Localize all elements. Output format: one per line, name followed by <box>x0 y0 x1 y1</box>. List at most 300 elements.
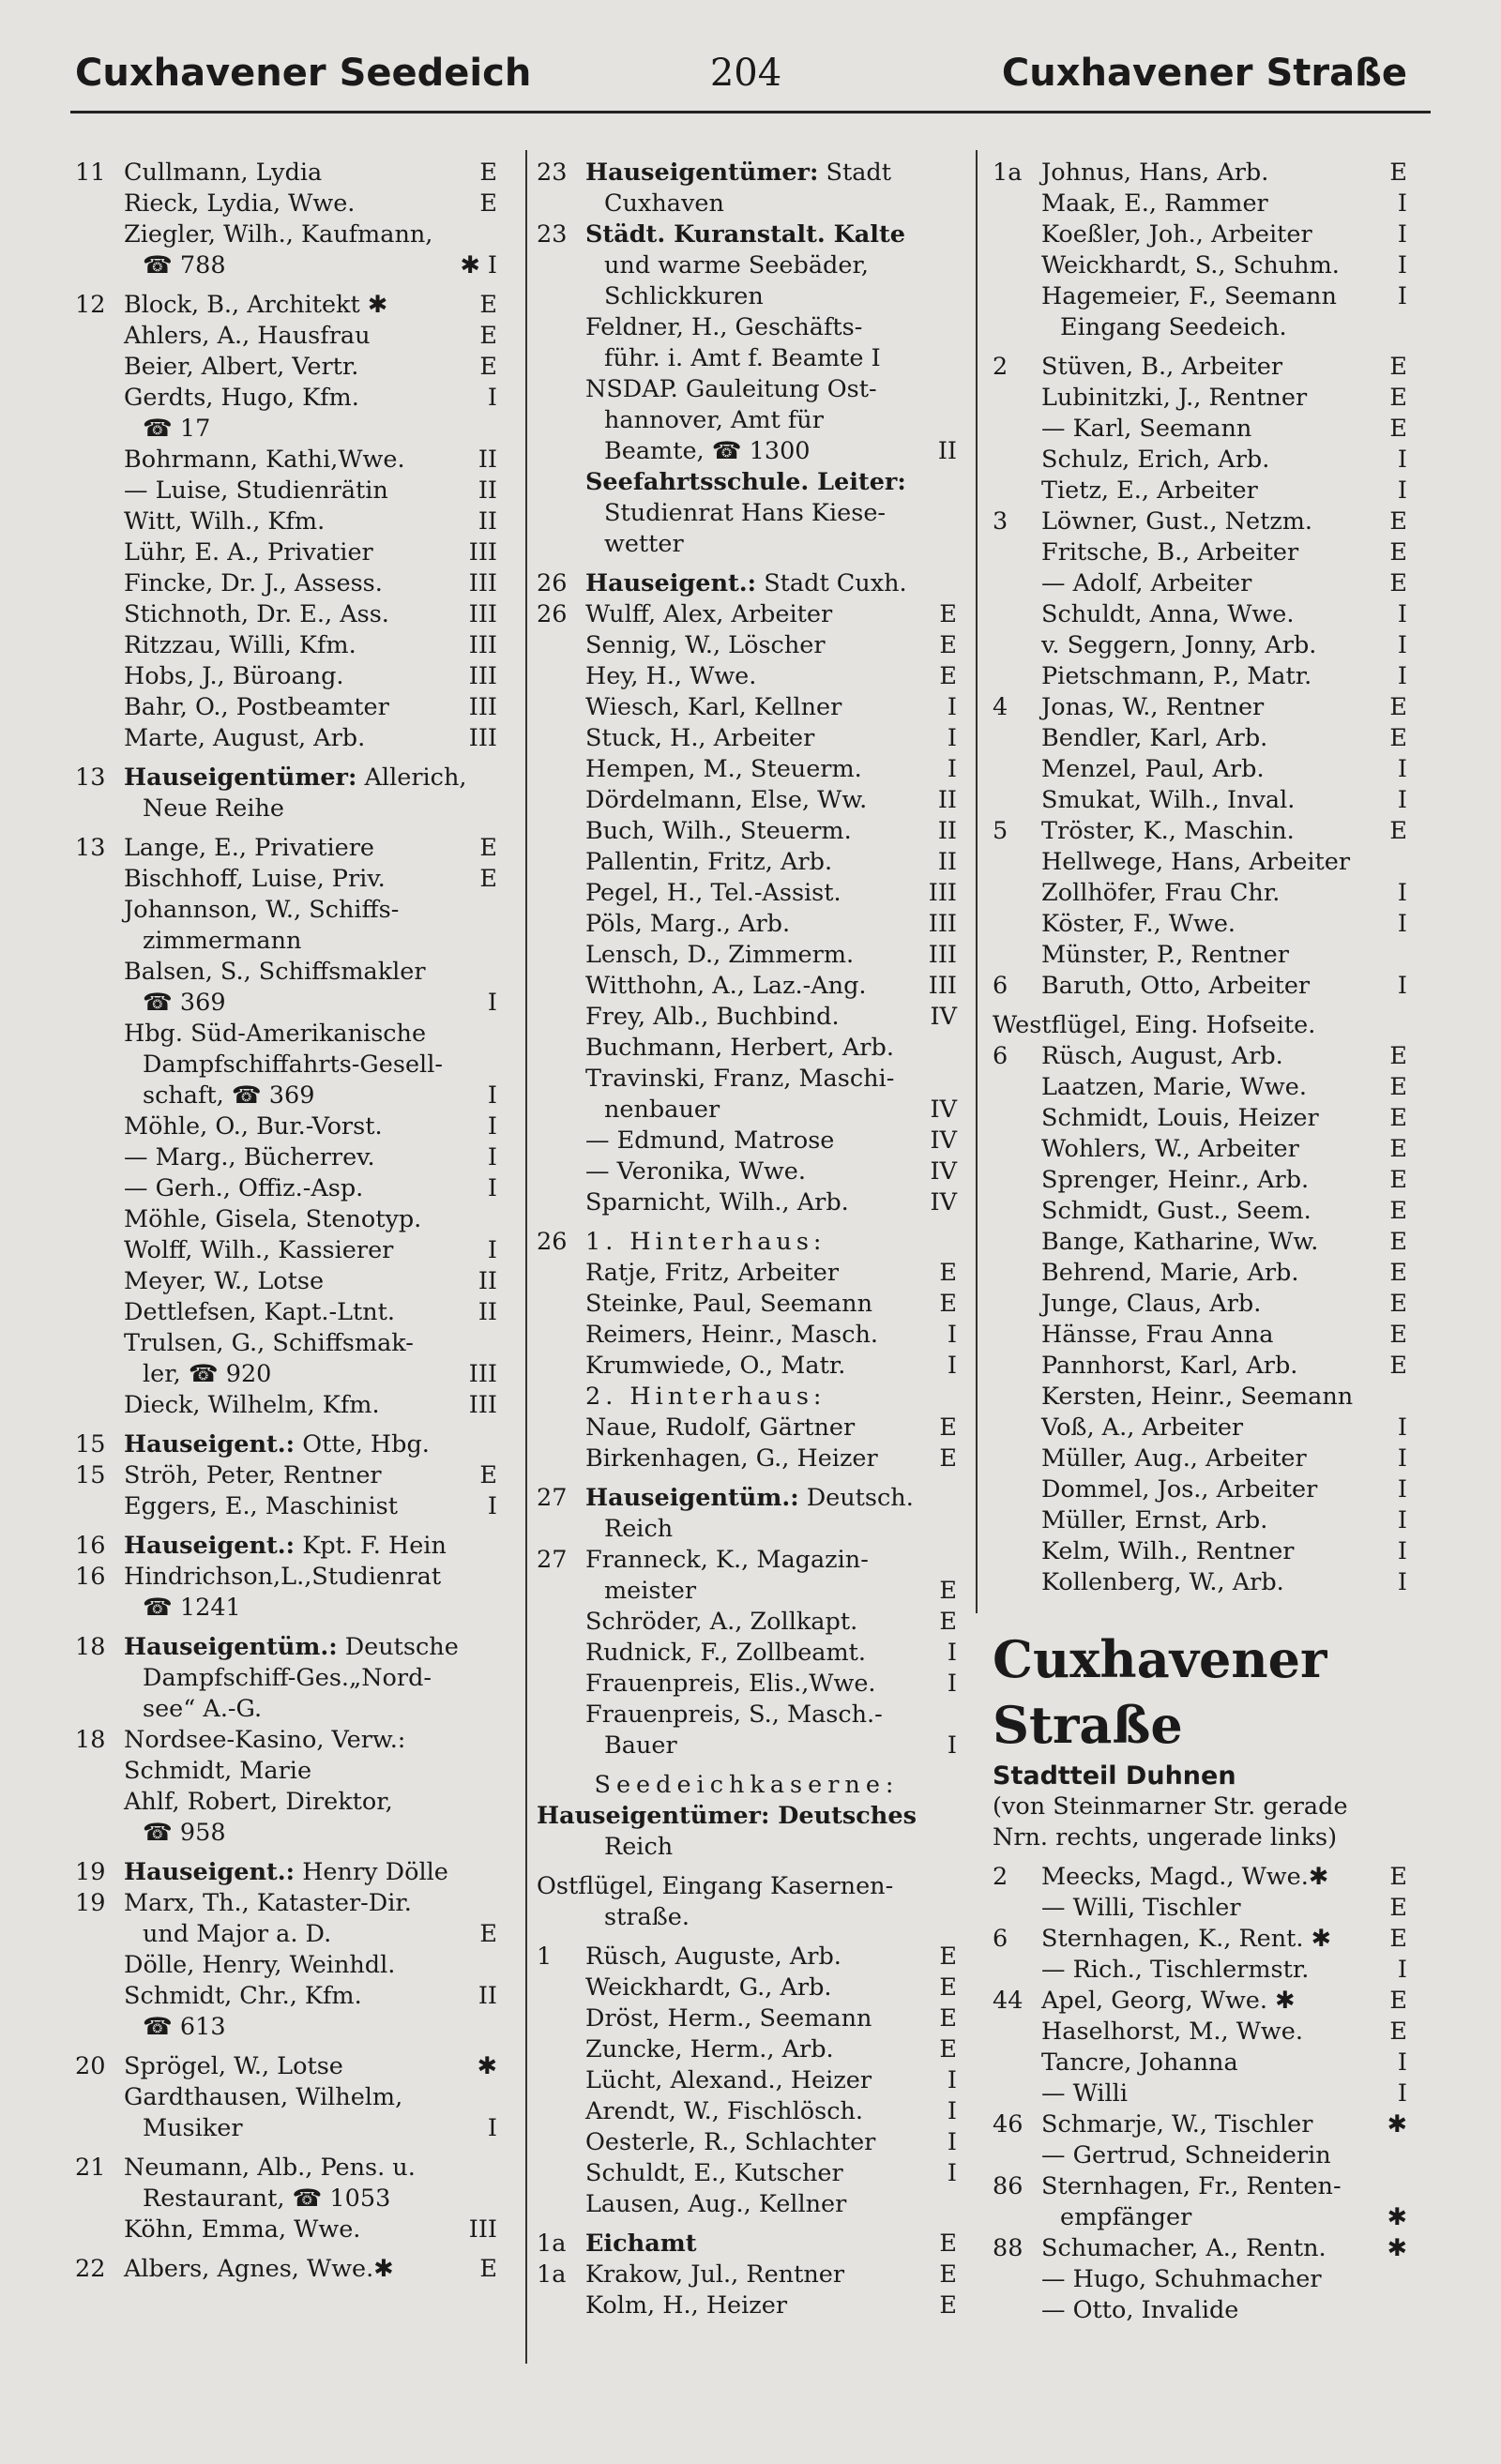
entry-text: Eggers, E., Maschinist <box>124 1492 398 1520</box>
resident-entry <box>75 445 497 476</box>
resident-entry <box>537 1033 957 1064</box>
house-entry <box>537 1942 957 1973</box>
resident-entry <box>993 1072 1407 1103</box>
entry-text: Hauseigentüm.: Deutsch. <box>585 1484 914 1512</box>
header-rule <box>70 111 1431 113</box>
floor-marker: I <box>487 1143 497 1172</box>
floor-marker: I <box>487 384 497 412</box>
resident-entry <box>75 1204 497 1235</box>
resident-entry <box>993 1567 1407 1598</box>
spacer <box>75 1421 497 1429</box>
section-note: Ostflügel, Eingang Kasernen- <box>537 1872 894 1900</box>
entry-text: ☎ 788 <box>143 251 226 280</box>
entry-text: Köhn, Emma, Wwe. <box>124 2215 361 2244</box>
resident-entry <box>537 1095 957 1126</box>
floor-marker: I <box>1397 1568 1407 1596</box>
floor-marker: III <box>928 941 957 969</box>
resident-entry <box>993 219 1407 250</box>
entry-text: Fincke, Dr. J., Assess. <box>124 569 383 597</box>
entry-text: Städt. Kuranstalt. Kalte <box>585 220 905 249</box>
entry-text: Schröder, A., Zollkapt. <box>585 1608 858 1636</box>
resident-entry <box>537 1514 957 1545</box>
house-number: 20 <box>75 2052 106 2080</box>
entry-text: 1. Hinterhaus: <box>585 1228 826 1256</box>
entry-text: — Marg., Bücherrev. <box>124 1143 375 1172</box>
floor-marker: III <box>928 910 957 938</box>
floor-marker: I <box>1397 1506 1407 1534</box>
house-number: 5 <box>993 817 1008 845</box>
resident-entry <box>75 630 497 661</box>
resident-entry <box>75 864 497 895</box>
floor-marker: I <box>947 1352 957 1380</box>
floor-marker: E <box>1389 1166 1407 1194</box>
entry-text: Krumwiede, O., Matr. <box>585 1352 846 1380</box>
resident-entry <box>75 2113 497 2144</box>
spacer <box>993 1607 1407 1615</box>
resident-entry <box>993 2017 1407 2048</box>
resident-entry <box>75 895 497 926</box>
house-entry <box>75 1429 497 1460</box>
entry-text: Smukat, Wilh., Inval. <box>1041 786 1296 814</box>
floor-marker: I <box>947 1670 957 1698</box>
floor-marker: I <box>487 1081 497 1110</box>
floor-marker: E <box>1389 1073 1407 1101</box>
floor-marker: E <box>1389 1352 1407 1380</box>
spacer <box>537 1761 957 1770</box>
resident-entry <box>537 343 957 374</box>
house-entry <box>993 1862 1407 1893</box>
resident-entry <box>537 281 957 312</box>
floor-marker: III <box>468 2215 497 2244</box>
floor-marker: ✱ <box>477 2052 497 2080</box>
house-number: 13 <box>75 763 106 792</box>
floor-marker: I <box>1397 282 1407 310</box>
floor-marker: E <box>1389 384 1407 412</box>
floor-marker: I <box>947 724 957 752</box>
house-entry <box>75 1460 497 1491</box>
entry-text: Rudnick, F., Zollbeamt. <box>585 1639 867 1667</box>
entry-text: Buchmann, Herbert, Arb. <box>585 1034 894 1062</box>
entry-text: Arendt, W., Fischlösch. <box>585 2097 864 2125</box>
floor-marker: E <box>479 189 497 218</box>
resident-entry <box>75 1142 497 1173</box>
entry-text: Tietz, E., Arbeiter <box>1041 476 1258 505</box>
house-number: 15 <box>75 1430 106 1459</box>
entry-text: Dampfschiff-Ges.„Nord- <box>143 1664 432 1692</box>
entry-text: — Willi <box>1041 2079 1128 2108</box>
house-number: 86 <box>993 2172 1023 2200</box>
resident-entry <box>75 1663 497 1694</box>
spacer <box>537 1218 957 1227</box>
floor-marker: E <box>1389 1321 1407 1349</box>
resident-entry <box>993 1382 1407 1413</box>
house-entry <box>993 506 1407 537</box>
entry-text: Köster, F., Wwe. <box>1041 910 1236 938</box>
entry-text: Frey, Alb., Buchbind. <box>585 1003 840 1031</box>
resident-entry <box>537 630 957 661</box>
entry-text: Franneck, K., Magazin- <box>585 1546 869 1574</box>
entry-text: Bahr, O., Postbeamter <box>124 693 389 721</box>
spacer <box>75 2043 497 2051</box>
resident-entry <box>75 250 497 281</box>
resident-entry <box>75 1173 497 1204</box>
resident-entry <box>75 1787 497 1818</box>
floor-marker: I <box>947 1321 957 1349</box>
floor-marker: II <box>937 437 957 465</box>
house-number: 19 <box>75 1858 106 1886</box>
entry-text: Johannson, W., Schiffs- <box>124 896 400 924</box>
entry-text: Sparnicht, Wilh., Arb. <box>585 1188 849 1217</box>
resident-entry <box>993 909 1407 940</box>
entry-text: Müller, Aug., Arbeiter <box>1041 1444 1307 1473</box>
floor-marker: II <box>478 1982 497 2010</box>
spacer <box>75 754 497 763</box>
running-head-right: Cuxhavener Straße <box>1001 52 1407 95</box>
floor-marker: E <box>479 834 497 862</box>
house-number: 12 <box>75 291 106 319</box>
entry-text: Hänsse, Frau Anna <box>1041 1321 1274 1349</box>
entry-text: Möhle, O., Bur.-Vorst. <box>124 1112 383 1141</box>
floor-marker: II <box>478 1267 497 1295</box>
resident-entry <box>75 957 497 988</box>
resident-entry <box>75 1081 497 1111</box>
resident-entry <box>75 2012 497 2043</box>
house-number: 16 <box>75 1563 106 1591</box>
entry-text: Rüsch, August, Arb. <box>1041 1042 1283 1070</box>
entry-text: Feldner, H., Geschäfts- <box>585 313 863 341</box>
entry-text: Marx, Th., Kataster-Dir. <box>124 1889 412 1917</box>
entry-text: Pietschmann, P., Matr. <box>1041 662 1312 690</box>
resident-entry <box>537 692 957 723</box>
floor-marker: E <box>939 2035 957 2063</box>
entry-text: Bendler, Karl, Arb. <box>1041 724 1268 752</box>
house-number: 16 <box>75 1532 106 1560</box>
floor-marker: III <box>468 569 497 597</box>
entry-text: Wolff, Wilh., Kassierer <box>124 1236 394 1264</box>
floor-marker: I <box>1397 972 1407 1000</box>
floor-marker: III <box>468 693 497 721</box>
resident-entry <box>537 1669 957 1700</box>
resident-entry <box>75 476 497 506</box>
section-note: Nrn. rechts, ungerade links) <box>993 1823 1338 1852</box>
entry-text: Frauenpreis, Elis.,Wwe. <box>585 1670 876 1698</box>
spacer <box>75 2245 497 2254</box>
entry-text: Ströh, Peter, Rentner <box>124 1461 382 1489</box>
house-entry <box>75 833 497 864</box>
resident-entry <box>537 940 957 971</box>
entry-text: Studienrat Hans Kiese- <box>604 499 887 527</box>
floor-marker: III <box>468 662 497 690</box>
entry-text: Schumacher, A., Rentn. <box>1041 2234 1327 2262</box>
floor-marker: I <box>1397 2079 1407 2108</box>
resident-entry <box>993 1955 1407 1986</box>
resident-entry <box>537 312 957 343</box>
entry-text: Reich <box>604 1833 674 1861</box>
house-number: 26 <box>537 600 568 628</box>
entry-text: Dieck, Wilhelm, Kfm. <box>124 1391 380 1419</box>
resident-entry <box>537 1413 957 1444</box>
house-entry <box>537 599 957 630</box>
entry-text: Neumann, Alb., Pens. u. <box>124 2154 416 2182</box>
floor-marker: E <box>479 865 497 893</box>
entry-text: Lausen, Aug., Kellner <box>585 2190 847 2218</box>
entry-text: führ. i. Amt f. Beamte I <box>604 344 881 372</box>
floor-marker: E <box>479 1920 497 1948</box>
entry-text: Kelm, Wilh., Rentner <box>1041 1537 1295 1565</box>
entry-text: Sprögel, W., Lotse <box>124 2052 343 2080</box>
floor-marker: I <box>487 1112 497 1141</box>
resident-entry <box>75 414 497 445</box>
spacer <box>993 1615 1407 1624</box>
house-number: 2 <box>993 1863 1008 1891</box>
resident-entry <box>993 1474 1407 1505</box>
entry-text: Baruth, Otto, Arbeiter <box>1041 972 1311 1000</box>
spacer <box>993 1853 1407 1862</box>
house-number: 46 <box>993 2110 1023 2139</box>
resident-entry <box>537 1700 957 1731</box>
floor-marker: I <box>487 2114 497 2142</box>
resident-entry <box>993 785 1407 816</box>
resident-entry <box>993 1196 1407 1227</box>
entry-text: Pallentin, Fritz, Arb. <box>585 848 833 876</box>
house-entry <box>75 1888 497 1919</box>
spacer <box>537 1933 957 1942</box>
house-number: 15 <box>75 1461 106 1489</box>
resident-entry <box>537 1156 957 1187</box>
spacer <box>75 2144 497 2153</box>
entry-text: — Veronika, Wwe. <box>585 1157 806 1186</box>
resident-entry <box>75 1328 497 1359</box>
house-entry <box>75 2254 497 2285</box>
resident-entry <box>537 1258 957 1289</box>
entry-text: meister <box>604 1577 697 1605</box>
entry-text: Trulsen, G., Schiffsmak- <box>124 1329 414 1357</box>
floor-marker: III <box>928 972 957 1000</box>
entry-text: Lange, E., Privatiere <box>124 834 375 862</box>
resident-entry <box>75 1919 497 1950</box>
entry-text: Cuxhaven <box>604 189 724 218</box>
house-number: 23 <box>537 159 568 187</box>
entry-text: Dommel, Jos., Arbeiter <box>1041 1475 1318 1504</box>
floor-marker: E <box>1389 1042 1407 1070</box>
entry-text: Möhle, Gisela, Stenotyp. <box>124 1205 422 1233</box>
resident-entry <box>537 1973 957 2003</box>
house-entry <box>993 1986 1407 2017</box>
entry-text: Kolm, H., Heizer <box>585 2291 788 2320</box>
entry-text: — Edmund, Matrose <box>585 1126 835 1155</box>
resident-entry <box>537 2290 957 2321</box>
resident-entry <box>75 2184 497 2215</box>
entry-text: Schuldt, E., Kutscher <box>585 2159 843 2187</box>
resident-entry <box>537 374 957 405</box>
entry-text: Hey, H., Wwe. <box>585 662 757 690</box>
column-2 <box>537 158 957 2321</box>
resident-entry <box>537 661 957 692</box>
resident-entry <box>993 1103 1407 1134</box>
resident-entry <box>537 1002 957 1033</box>
house-entry <box>993 2109 1407 2140</box>
floor-marker: E <box>1389 353 1407 381</box>
resident-entry <box>537 1731 957 1761</box>
entry-text: Hauseigentüm.: Deutsche <box>124 1633 459 1661</box>
house-number: 11 <box>75 159 106 187</box>
floor-marker: I <box>1397 600 1407 628</box>
house-number: 23 <box>537 220 568 249</box>
entry-text: Kersten, Heinr., Seemann <box>1041 1383 1354 1411</box>
resident-entry <box>537 1444 957 1474</box>
floor-marker: III <box>468 1360 497 1388</box>
entry-text: Hauseigentümer: Stadt <box>585 159 891 187</box>
resident-entry <box>537 816 957 847</box>
entry-text: Bohrmann, Kathi,Wwe. <box>124 446 405 474</box>
floor-marker: I <box>1397 1413 1407 1442</box>
running-head-left: Cuxhavener Seedeich <box>75 52 532 95</box>
entry-text: Schulz, Erich, Arb. <box>1041 446 1270 474</box>
entry-text: Weickhardt, S., Schuhm. <box>1041 251 1340 280</box>
house-number: 27 <box>537 1546 568 1574</box>
entry-text: Meecks, Magd., Wwe.✱ <box>1041 1863 1329 1891</box>
spacer <box>993 343 1407 352</box>
resident-entry <box>75 352 497 383</box>
resident-entry <box>75 219 497 250</box>
house-number: 1a <box>993 159 1023 187</box>
entry-text: Münster, P., Rentner <box>1041 941 1289 969</box>
house-entry <box>75 290 497 321</box>
floor-marker: ✱ <box>1387 2203 1407 2231</box>
floor-marker: E <box>1389 1197 1407 1225</box>
resident-entry <box>537 436 957 467</box>
floor-marker: E <box>479 353 497 381</box>
page-number: 204 <box>709 52 782 95</box>
floor-marker: E <box>1389 724 1407 752</box>
floor-marker: IV <box>930 1126 957 1155</box>
floor-marker: I <box>1397 755 1407 783</box>
resident-entry <box>75 2082 497 2113</box>
entry-text: Löwner, Gust., Netzm. <box>1041 507 1313 536</box>
resident-entry <box>993 281 1407 312</box>
entry-text: Voß, A., Arbeiter <box>1041 1413 1244 1442</box>
resident-entry <box>75 1491 497 1522</box>
resident-entry <box>75 383 497 414</box>
floor-marker: I <box>1397 662 1407 690</box>
house-number: 27 <box>537 1484 568 1512</box>
floor-marker: E <box>939 1973 957 2002</box>
floor-marker: III <box>468 1391 497 1419</box>
resident-entry <box>75 692 497 723</box>
entry-text: und Major a. D. <box>143 1920 332 1948</box>
floor-marker: E <box>939 1413 957 1442</box>
resident-entry <box>993 414 1407 445</box>
house-number: 88 <box>993 2234 1023 2262</box>
resident-entry <box>537 467 957 498</box>
entry-text: Albers, Agnes, Wwe.✱ <box>124 2255 394 2283</box>
resident-entry <box>75 926 497 957</box>
house-number: 18 <box>75 1726 106 1754</box>
floor-marker: E <box>1389 1925 1407 1953</box>
floor-marker: E <box>1389 1259 1407 1287</box>
entry-text: ☎ 613 <box>143 2013 226 2041</box>
column-1 <box>75 158 497 2285</box>
entry-text: Dampfschiffahrts-Gesell- <box>143 1051 443 1079</box>
resident-entry <box>75 1297 497 1328</box>
entry-text: Müller, Ernst, Arb. <box>1041 1506 1268 1534</box>
resident-entry <box>993 1165 1407 1196</box>
entry-text: Beier, Albert, Vertr. <box>124 353 359 381</box>
resident-entry <box>75 723 497 754</box>
entry-text: — Luise, Studienrätin <box>124 476 388 505</box>
entry-text: — Hugo, Schuhmacher <box>1041 2265 1322 2293</box>
entry-text: Hagemeier, F., Seemann <box>1041 282 1337 310</box>
entry-text: — Gerh., Offiz.-Asp. <box>124 1174 364 1202</box>
resident-entry <box>75 1359 497 1390</box>
resident-entry <box>537 971 957 1002</box>
entry-text: und warme Seebäder, <box>604 251 869 280</box>
floor-marker: E <box>939 662 957 690</box>
floor-marker: I <box>1397 1956 1407 1984</box>
resident-entry <box>537 909 957 940</box>
entry-text: — Gertrud, Schneiderin <box>1041 2141 1331 2169</box>
floor-marker: E <box>1389 817 1407 845</box>
house-entry <box>993 2171 1407 2202</box>
resident-entry <box>537 498 957 529</box>
floor-marker: E <box>939 1942 957 1971</box>
entry-text: Lensch, D., Zimmerm. <box>585 941 855 969</box>
floor-marker: III <box>468 538 497 567</box>
floor-marker: E <box>939 2004 957 2033</box>
entry-text: Stichnoth, Dr. E., Ass. <box>124 600 389 628</box>
entry-text: Lühr, E. A., Privatier <box>124 538 373 567</box>
floor-marker: IV <box>930 1003 957 1031</box>
house-number: 26 <box>537 569 568 597</box>
house-number: 6 <box>993 972 1008 1000</box>
resident-entry <box>537 2003 957 2034</box>
entry-text: Sternhagen, K., Rent. ✱ <box>1041 1925 1332 1953</box>
floor-marker: E <box>1389 569 1407 597</box>
entry-text: — Rich., Tischlermstr. <box>1041 1956 1310 1984</box>
section-note: (von Steinmarner Str. gerade <box>993 1792 1348 1821</box>
floor-marker: II <box>478 507 497 536</box>
entry-text: Witt, Wilh., Kfm. <box>124 507 326 536</box>
entry-text: Schmidt, Chr., Kfm. <box>124 1982 362 2010</box>
entry-text: Gerdts, Hugo, Kfm. <box>124 384 359 412</box>
entry-text: Ahlers, A., Hausfrau <box>124 322 371 350</box>
floor-marker: E <box>939 2291 957 2320</box>
floor-marker: II <box>478 476 497 505</box>
floor-marker: III <box>468 631 497 659</box>
entry-text: Oesterle, R., Schlachter <box>585 2128 876 2156</box>
resident-entry <box>75 1818 497 1849</box>
house-entry <box>993 2233 1407 2264</box>
resident-entry <box>993 847 1407 878</box>
resident-entry <box>75 1019 497 1050</box>
house-number: 2 <box>993 353 1008 381</box>
floor-marker: E <box>1389 1987 1407 2015</box>
house-number: 3 <box>993 507 1008 536</box>
house-entry <box>993 352 1407 383</box>
column-divider-2 <box>976 150 978 1613</box>
resident-entry <box>75 1111 497 1142</box>
entry-text: Ratje, Fritz, Arbeiter <box>585 1259 840 1287</box>
resident-entry <box>537 405 957 436</box>
resident-entry <box>75 794 497 824</box>
house-entry <box>75 1857 497 1888</box>
house-entry <box>537 219 957 250</box>
entry-text: Beamte, ☎ 1300 <box>604 437 811 465</box>
resident-entry <box>993 630 1407 661</box>
resident-entry <box>75 661 497 692</box>
entry-text: Rüsch, Auguste, Arb. <box>585 1942 841 1971</box>
house-entry <box>993 1924 1407 1955</box>
